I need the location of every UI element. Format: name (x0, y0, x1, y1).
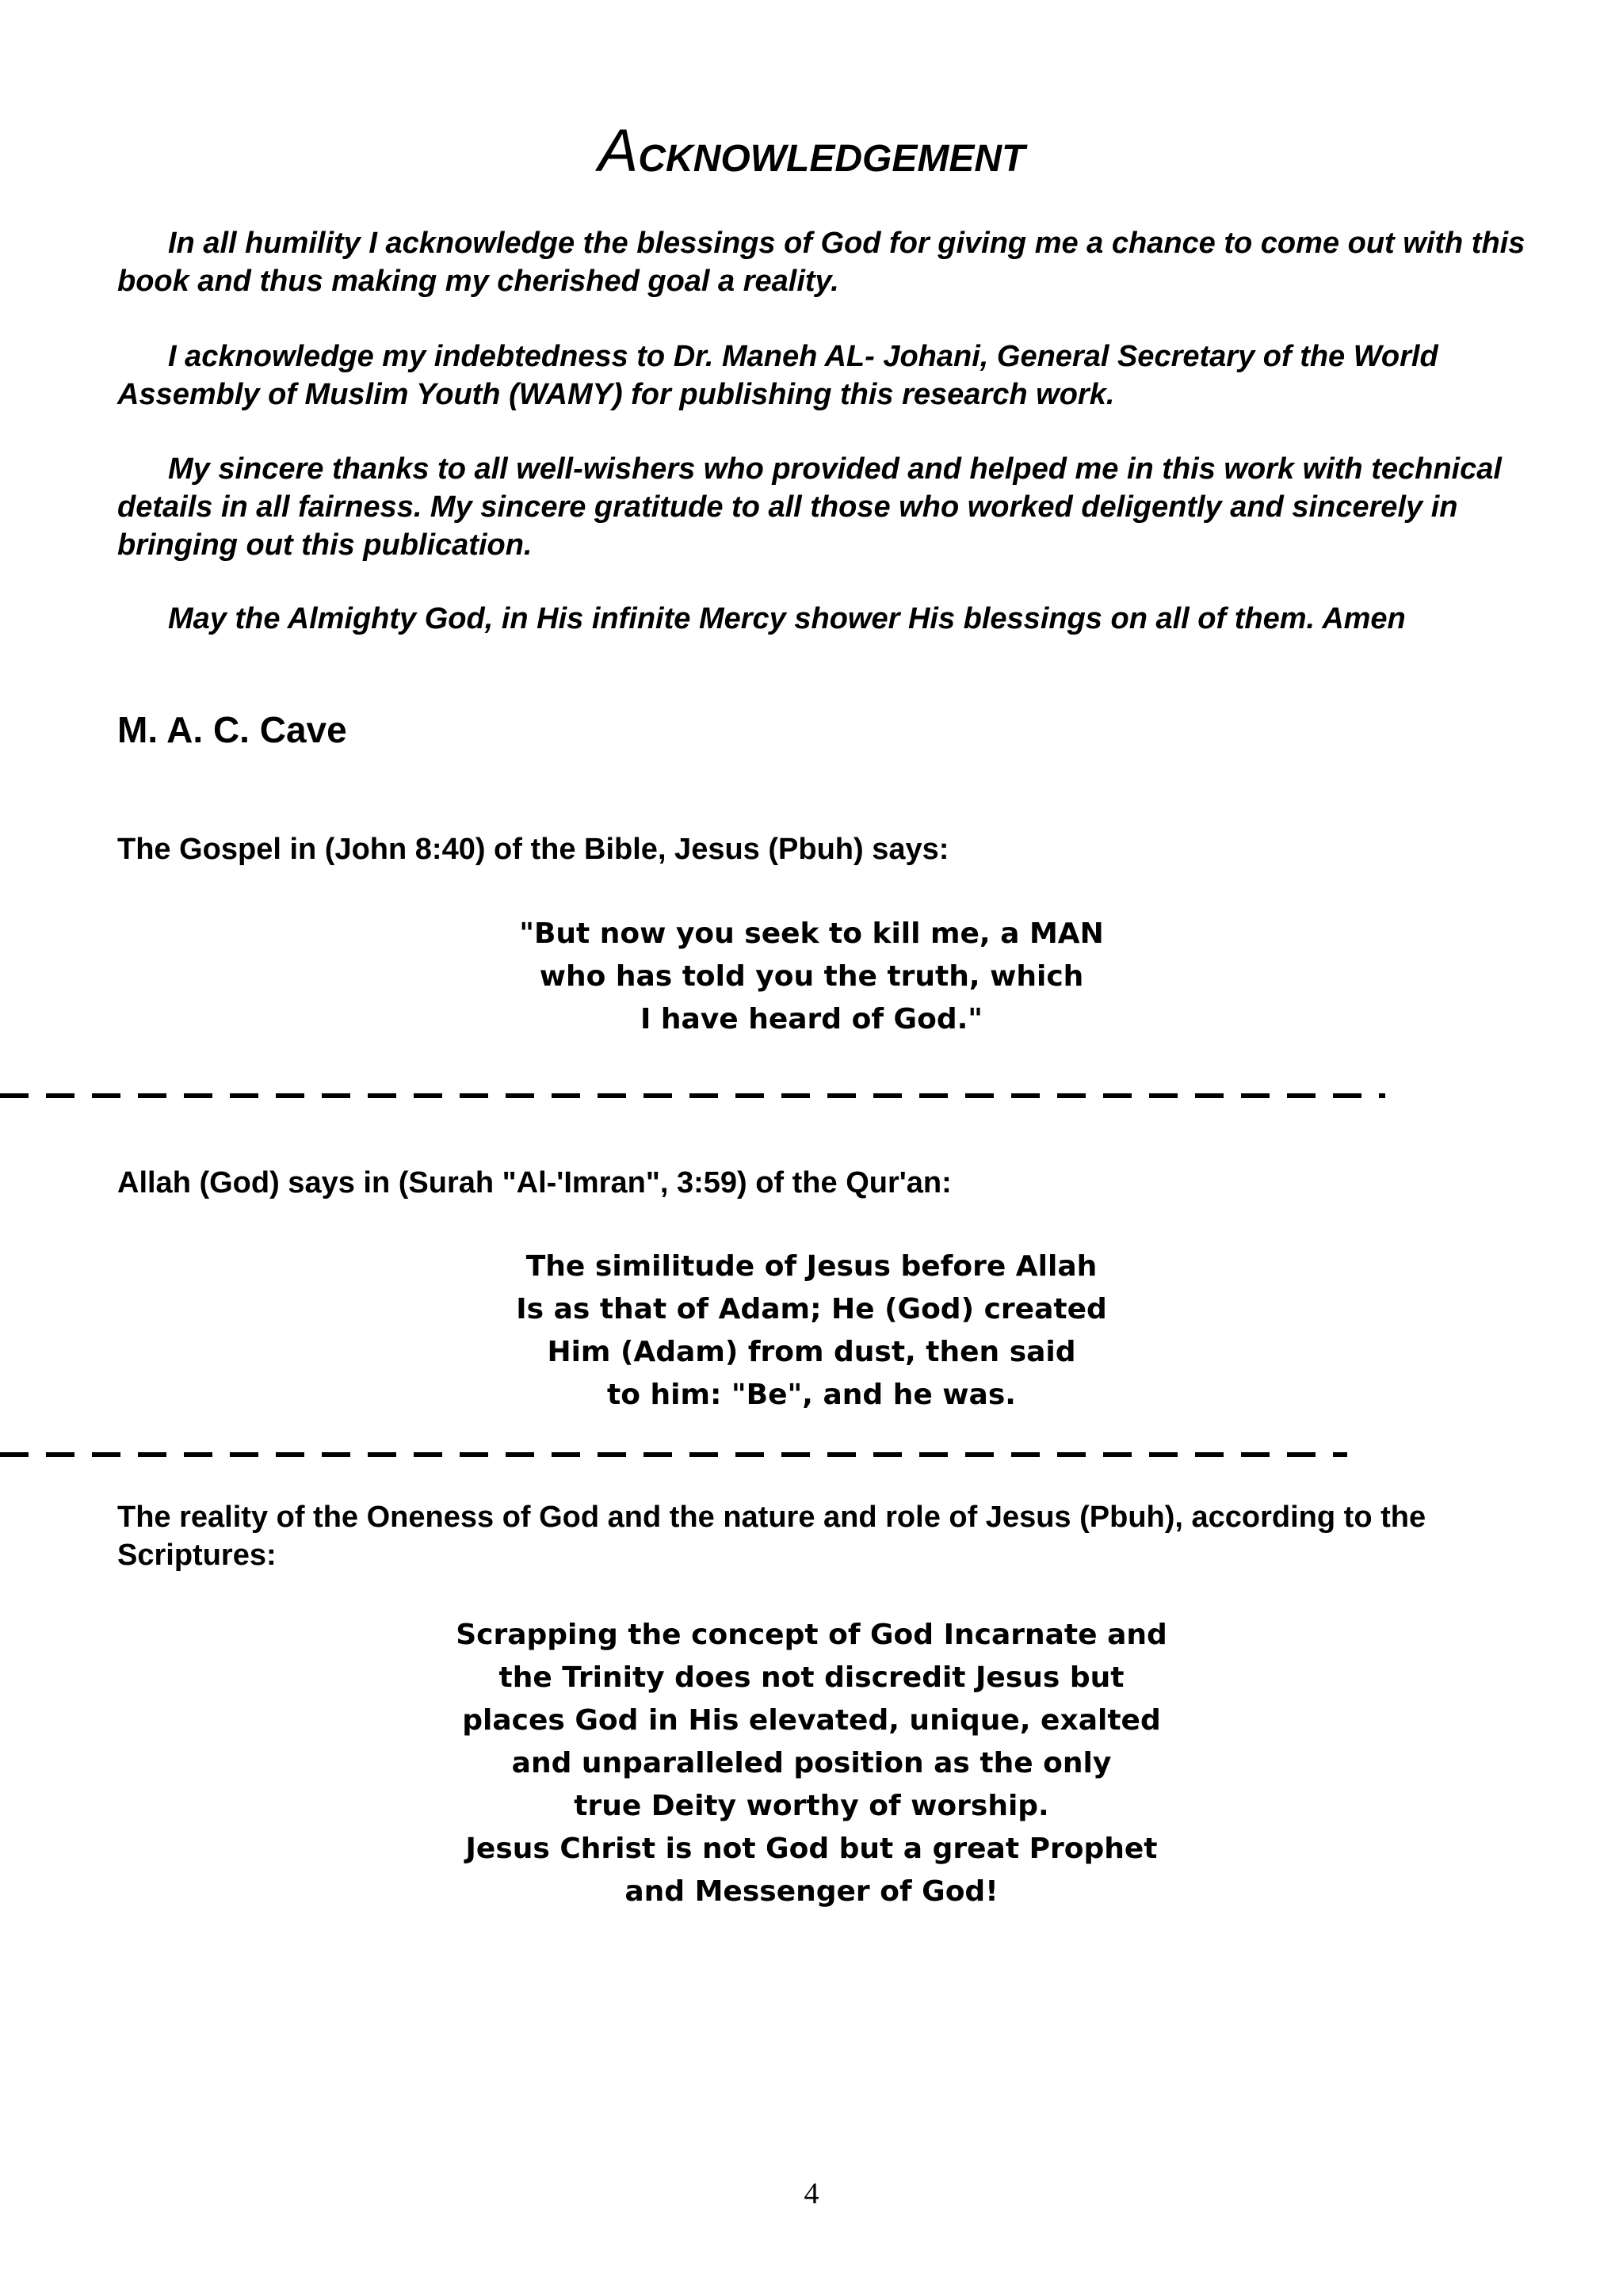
quran-quote (0, 1245, 1623, 1417)
quote-line: true Deity worthy of worship. (574, 1790, 1049, 1822)
quote-line: I have heard of God." (640, 1003, 983, 1035)
dashed-divider-2 (0, 1452, 1347, 1457)
title-rest: CKNOWLEDGEMENT (638, 138, 1025, 180)
quote-line: places God in His elevated, unique, exalted (462, 1704, 1161, 1737)
page-title (0, 116, 1623, 195)
ack-paragraph-2: I acknowledge my indebtedness to Dr. Maneh AL- Johani, General Secretary of the World Assembly of Muslim Youth (WAMY) for publishing this research work. (117, 340, 1438, 411)
quote-line: "But now you seek to kill me, a MAN (519, 917, 1104, 950)
ack-paragraph-3: My sincere thanks to all well-wishers who provided and helped me in this work with technical details in all fairness. My sincere gratitude to all those who worked deligently and sincerely in bringing out this publication. (117, 452, 1502, 562)
quote-line: Is as that of Adam; He (God) created (516, 1293, 1107, 1325)
quote-line: Him (Adam) from dust, then said (547, 1336, 1076, 1368)
quote-line: to him: "Be", and he was. (607, 1379, 1016, 1411)
title-initial: A (598, 117, 639, 185)
quote-line: and Messenger of God! (624, 1875, 999, 1908)
reality-quote (0, 1614, 1623, 1913)
reality-intro: The reality of the Oneness of God and the nature and role of Jesus (Pbuh), according to the Scriptures: (117, 1501, 1426, 1572)
quote-line: Jesus Christ is not God but a great Prophet (465, 1833, 1158, 1865)
quote-line: The similitude of Jesus before Allah (525, 1250, 1098, 1283)
quote-line: the Trinity does not discredit Jesus but (498, 1661, 1125, 1694)
page-number: 4 (804, 2177, 819, 2210)
quote-line: Scrapping the concept of God Incarnate and (456, 1619, 1167, 1651)
quran-intro: Allah (God) says in (Surah "Al-'Imran", 3:59) of the Qur'an: (117, 1166, 952, 1199)
dashed-divider-1 (0, 1093, 1385, 1098)
ack-paragraph-4: May the Almighty God, in His infinite Mercy shower His blessings on all of them. Amen (168, 602, 1406, 635)
gospel-quote (0, 913, 1623, 1041)
quote-line: and unparalleled position as the only (511, 1747, 1112, 1779)
gospel-intro: The Gospel in (John 8:40) of the Bible, Jesus (Pbuh) says: (117, 833, 949, 866)
author-signature: M. A. C. Cave (117, 709, 347, 750)
ack-paragraph-1: In all humility I acknowledge the blessings of God for giving me a chance to come out with this book and thus making my cherished goal a reality. (117, 227, 1526, 298)
quote-line: who has told you the truth, which (539, 960, 1084, 993)
